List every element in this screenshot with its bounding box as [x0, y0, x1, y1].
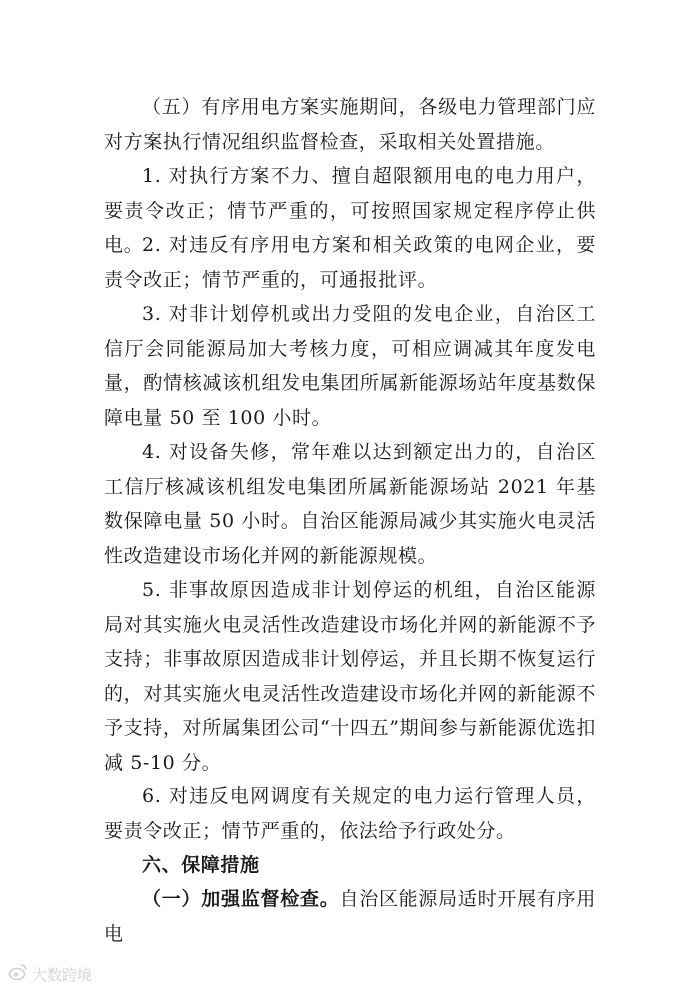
watermark	[8, 962, 92, 986]
section-heading: 六、保障措施	[142, 854, 260, 876]
paragraph-item-3: 3. 对非计划停机或出力受阻的发电企业，自治区工信厅会同能源局加大考核力度，可相应调减其年度发电量，酌情核减该机组发电集团所属新能源场站年度基数保障电量 50 至 100 小时。	[104, 303, 596, 429]
paragraph-lead: （一）加强监督检查。	[142, 888, 340, 910]
paragraph-item-2: 2. 对违反有序用电方案和相关政策的电网企业，要责令改正；情节严重的，可通报批评。	[104, 234, 596, 291]
weibo-logo-icon	[8, 962, 28, 986]
paragraph-item-4: 4. 对设备失修，常年难以达到额定出力的，自治区工信厅核减该机组发电集团所属新能源场站 2021 年基数保障电量 50 小时。自治区能源局减少其实施火电灵活性改造建设市场化并网的新能源规模。	[104, 441, 596, 567]
watermark-text: 大数跨境	[32, 965, 93, 984]
paragraph-text: 自治区能源局适时开展有序用电	[104, 888, 596, 945]
paragraph-item-5: 5. 非事故原因造成非计划停运的机组，自治区能源局对其实施火电灵活性改造建设市场化并网的新能源不予支持；非事故原因造成非计划停运，并且长期不恢复运行的，对其实施火电灵活性改造建设市场化并网的新能源不予支持，对所属集团公司“十四五”期间参与新能源优选扣减 5-10 分。	[104, 579, 596, 774]
paragraph-item-6: 6. 对违反电网调度有关规定的电力运行管理人员，要责令改正；情节严重的，依法给予行政处分。	[104, 785, 596, 842]
paragraph-strengthen-supervision	[104, 882, 596, 951]
paragraph-item-1: 1. 对执行方案不力、擅自超限额用电的电力用户，要责令改正；情节严重的，可按照国家规定程序停止供电。	[104, 165, 596, 257]
paragraph-5-supervision: （五）有序用电方案实施期间，各级电力管理部门应对方案执行情况组织监督检查，采取相关处置措施。	[104, 96, 596, 153]
